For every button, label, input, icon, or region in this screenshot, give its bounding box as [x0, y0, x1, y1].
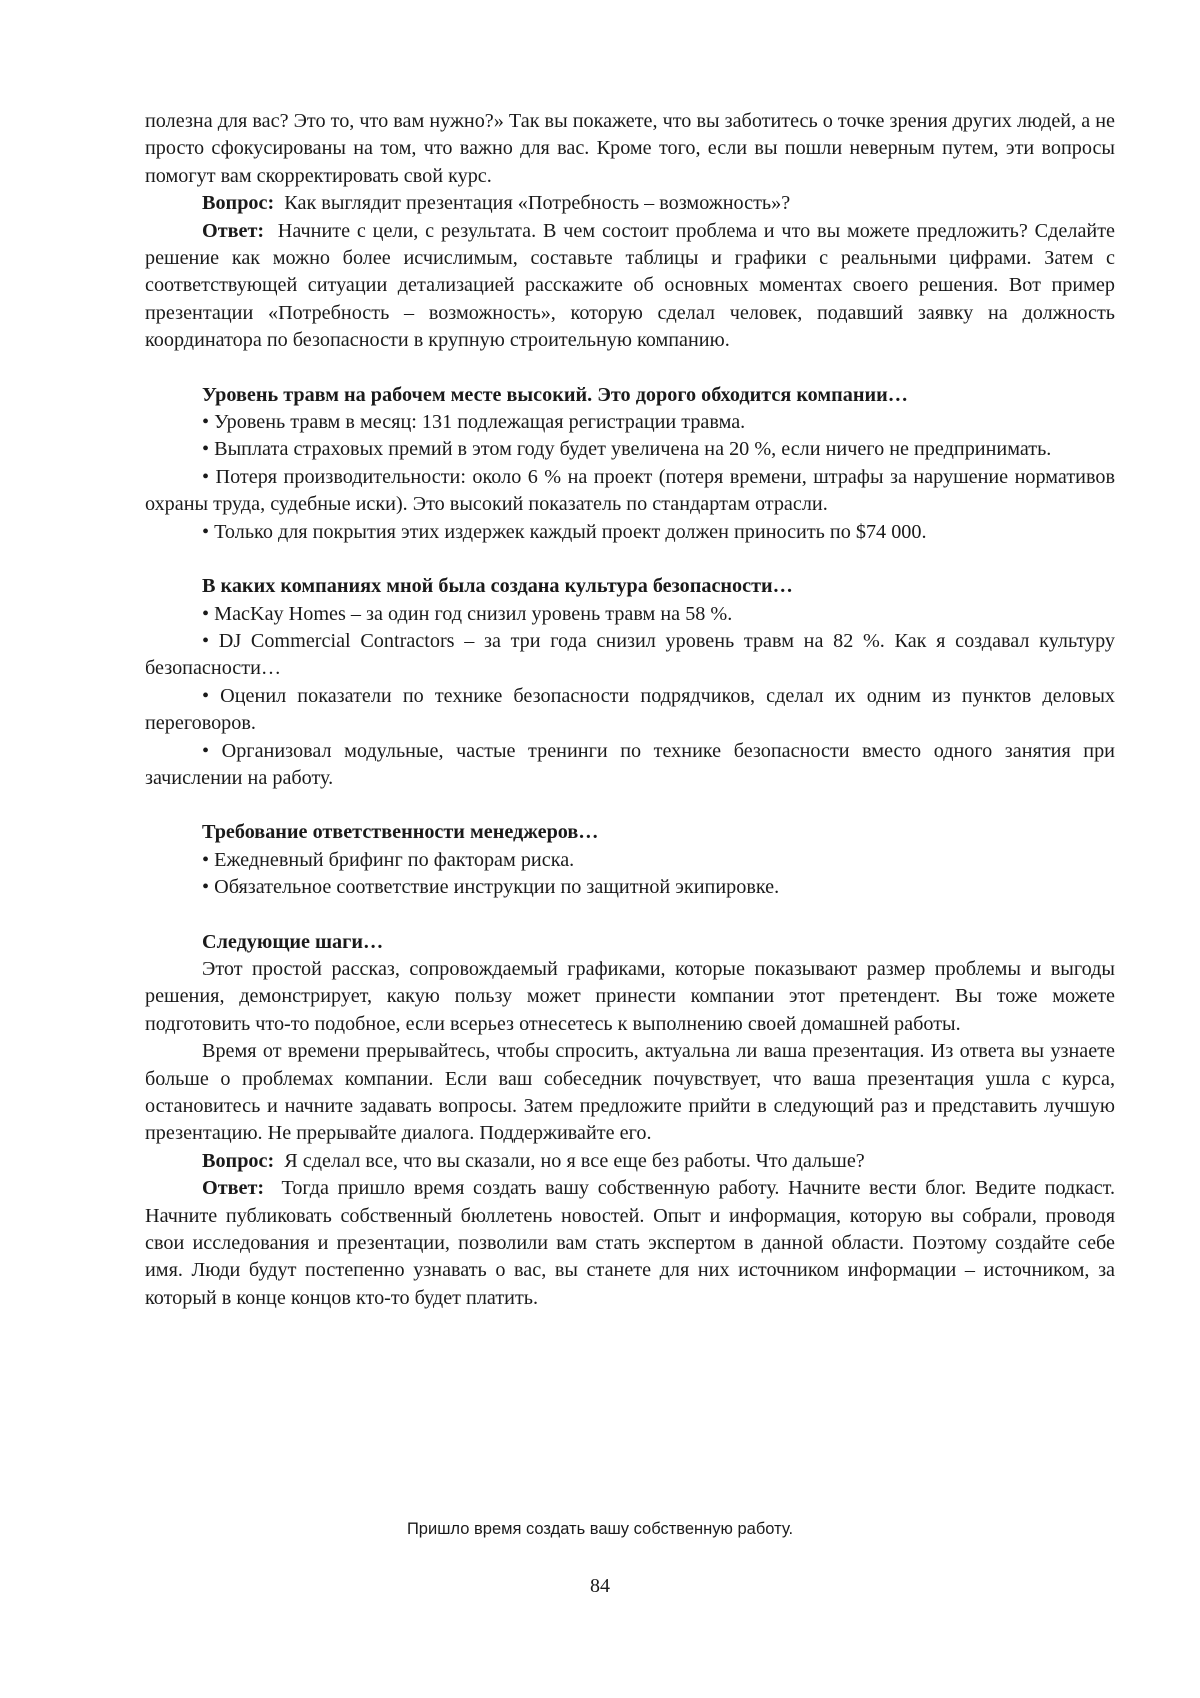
footer-note: Пришло время создать вашу собственную работу. [406, 1520, 794, 1538]
answer-text: Начните с цели, с результата. В чем состоит проблема и что вы можете предложить? Сделайте решение как можно более исчислимым, составьте таблицы и графики с реальными цифрами. Затем с соответствующей ситуации детализацией расскажите об основных моментах своего решения. Вот пример презентации «Потребность – возможность», которую сделал человек, подавший заявку на должность координатора по безопасности в крупную строительную компанию. [145, 219, 1115, 352]
answer-label: Ответ: [202, 1177, 265, 1200]
list-item: • Уровень травм в месяц: 131 подлежащая регистрации травма. [202, 411, 746, 434]
question-2 [145, 1148, 1115, 1175]
list-item: • DJ Commercial Contractors – за три года снизил уровень травм на 82 %. Как я создавал культуру безопасности… [145, 629, 1115, 680]
body-paragraph: Время от времени прерывайтесь, чтобы спросить, актуальна ли ваша презентация. Из ответа вы узнаете больше о проблемах компании. Если ваш собеседник почувствует, что ваша презентация ушла с курса, остановитесь и начните задавать вопросы. Затем предложите прийти в следующий раз и представить лучшую презентацию. Не прерывайте диалога. Поддерживайте его. [145, 1040, 1115, 1145]
question-text: Как выглядит презентация «Потребность – возможность»? [284, 192, 791, 215]
answer-label: Ответ: [202, 219, 265, 242]
list-item: • MacKay Homes – за один год снизил уровень травм на 58 %. [202, 602, 733, 625]
answer-2 [145, 1175, 1115, 1312]
question-1 [145, 190, 1115, 217]
section-heading-next-steps: Следующие шаги… [202, 930, 384, 953]
list-item: • Оценил показатели по технике безопасности подрядчиков, сделал их одним из пунктов деловых переговоров. [145, 684, 1115, 735]
section-heading-injuries: Уровень травм на рабочем месте высокий. Это дорого обходится компании… [202, 383, 908, 406]
list-item: • Выплата страховых премий в этом году будет увеличена на 20 %, если ничего не предпринимать. [202, 438, 1052, 461]
question-text: Я сделал все, что вы сказали, но я все еще без работы. Что дальше? [284, 1149, 865, 1172]
answer-text: Тогда пришло время создать вашу собственную работу. Начните вести блог. Ведите подкаст. Начните публиковать собственный бюллетень новостей. Опыт и информация, которую вы собрали, проводя свои исследования и презентации, позволили вам стать экспертом в данной области. Поэтому создайте себе имя. Люди будут постепенно узнавать о вас, вы станете для них источником информации – источником, за который в конце концов кто-то будет платить. [145, 1177, 1116, 1309]
body-paragraph: Этот простой рассказ, сопровождаемый графиками, которые показывают размер проблемы и выгоды решения, демонстрирует, какую пользу может принести компании этот претендент. Вы тоже можете подготовить что-то подобное, если всерьез отнесетесь к выполнению своей домашней работы. [145, 957, 1115, 1035]
list-item: • Обязательное соответствие инструкции по защитной экипировке. [202, 876, 780, 899]
section-heading-manager-responsibility: Требование ответственности менеджеров… [202, 821, 599, 844]
page-number: 84 [590, 1575, 610, 1597]
list-item: • Только для покрытия этих издержек каждый проект должен приносить по $74 000. [202, 520, 927, 543]
answer-1 [145, 218, 1115, 355]
list-item: • Организовал модульные, частые тренинги по технике безопасности вместо одного занятия при зачислении на работу. [145, 739, 1115, 789]
page-body [145, 108, 1115, 1312]
list-item: • Ежедневный брифинг по факторам риска. [202, 848, 575, 871]
section-heading-safety-culture: В каких компаниях мной была создана культура безопасности… [202, 575, 793, 598]
question-label: Вопрос: [202, 192, 275, 215]
intro-paragraph: полезна для вас? Это то, что вам нужно?» Так вы покажете, что вы заботитесь о точке зрения других людей, а не просто сфокусированы на том, что важно для вас. Кроме того, если вы пошли неверным путем, эти вопросы помогут вам скорректировать свой курс. [145, 110, 1115, 187]
list-item: • Потеря производительности: около 6 % на проект (потеря времени, штрафы за нарушение нормативов охраны труда, судебные иски). Это высокий показатель по стандартам отрасли. [145, 465, 1115, 516]
question-label: Вопрос: [202, 1149, 275, 1172]
